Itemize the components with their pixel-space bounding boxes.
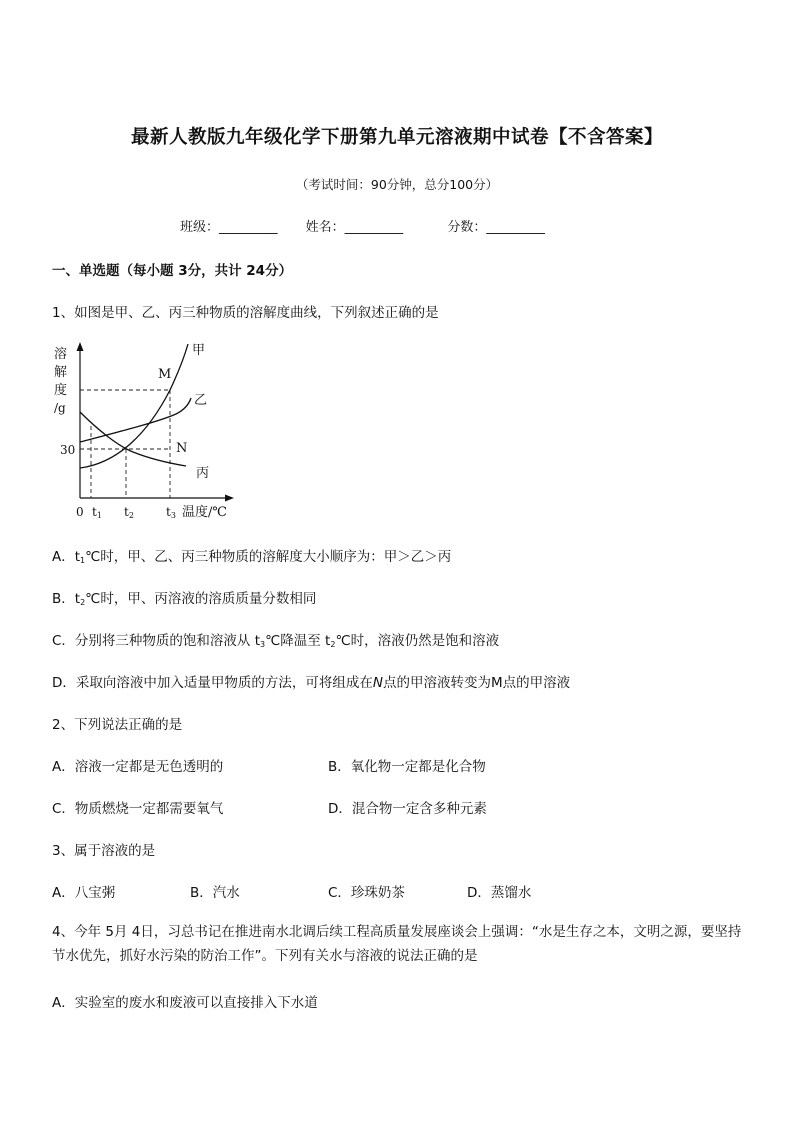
page-title: 最新人教版九年级化学下册第九单元溶液期中试卷【不含答案】 xyxy=(130,127,663,148)
curve-yi xyxy=(80,398,191,442)
score-blank: _________ xyxy=(486,220,545,235)
solubility-chart xyxy=(48,338,248,524)
score-label: 分数： xyxy=(447,220,487,235)
q3-option-b[interactable]: B．汽水 xyxy=(190,885,240,901)
x-tick-t1: t1 xyxy=(92,505,102,520)
x-axis-arrow xyxy=(225,495,234,502)
x-axis-label: 温度/℃ xyxy=(182,505,227,520)
q3-option-a[interactable]: A．八宝粥 xyxy=(52,885,116,901)
y-tick-30: 30 xyxy=(60,443,76,457)
q1-option-a[interactable]: A．$t_1℃$时，甲、乙、丙三种物质的溶解度大小顺序为：甲＞乙＞丙 xyxy=(52,549,452,565)
student-fields xyxy=(180,216,545,235)
name-blank: _________ xyxy=(344,220,404,235)
q2-stem: 2、下列说法正确的是 xyxy=(52,717,183,733)
series-yi-label: 乙 xyxy=(194,393,208,408)
q1-option-c[interactable]: C．分别将三种物质的饱和溶液从 $t_3℃$降温至 $t_2℃$时，溶液仍然是饱和溶液 xyxy=(52,633,500,649)
q2-option-c[interactable]: C．物质燃烧一定都需要氧气 xyxy=(52,801,224,817)
q2-option-d[interactable]: D．混合物一定含多种元素 xyxy=(328,801,487,817)
x-tick-t3: t3 xyxy=(166,505,176,520)
q2-option-b[interactable]: B．氧化物一定都是化合物 xyxy=(328,759,486,775)
q2-option-a[interactable]: A．溶液一定都是无色透明的 xyxy=(52,759,224,775)
point-m-label: M xyxy=(158,367,172,382)
y-label-3: /g xyxy=(54,401,66,415)
score-field xyxy=(447,216,545,235)
q3-stem: 3、属于溶液的是 xyxy=(52,843,156,859)
q1-option-b[interactable]: B．$t_2℃$时，甲、丙溶液的溶质质量分数相同 xyxy=(52,591,317,607)
name-label: 姓名： xyxy=(305,220,345,235)
q3-option-c[interactable]: C．珍珠奶茶 xyxy=(328,885,405,901)
name-field xyxy=(306,216,404,235)
x-tick-t2: t2 xyxy=(124,505,134,520)
q4-option-a[interactable]: A．实验室的废水和废液可以直接排入下水道 xyxy=(52,995,318,1011)
q1-stem: 1、如图是甲、乙、丙三种物质的溶解度曲线，下列叙述正确的是 xyxy=(52,305,439,321)
origin-label: 0 xyxy=(76,505,84,519)
y-label-0: 溶 xyxy=(54,347,68,362)
series-jia-label: 甲 xyxy=(192,343,206,358)
class-blank: _________ xyxy=(219,220,278,235)
class-label: 班级： xyxy=(180,220,220,235)
point-n-label: N xyxy=(176,441,188,456)
section-heading: 一、单选题（每小题 3分，共计 24分） xyxy=(52,263,293,279)
q1-option-d[interactable]: D．采取向溶液中加入适量甲物质的方法，可将组成在N点的甲溶液转变为M点的甲溶液 xyxy=(52,675,571,691)
q4-stem: 4、今年 5月 4日，习总书记在推进南水北调后续工程高质量发展座谈会上强调：“水是生存之本，文明之源，要坚持节水优先，抓好水污染的防治工作”。下列有关水与溶液的说法正确的是 xyxy=(52,924,742,964)
y-label-2: 度 xyxy=(54,383,68,398)
series-bing-label: 丙 xyxy=(196,466,210,481)
class-field xyxy=(180,216,278,235)
y-label-1: 解 xyxy=(54,365,68,380)
exam-info: （考试时间：90分钟，总分100分） xyxy=(295,177,499,192)
q3-option-d[interactable]: D．蒸馏水 xyxy=(467,885,532,901)
y-axis-arrow xyxy=(77,342,84,351)
